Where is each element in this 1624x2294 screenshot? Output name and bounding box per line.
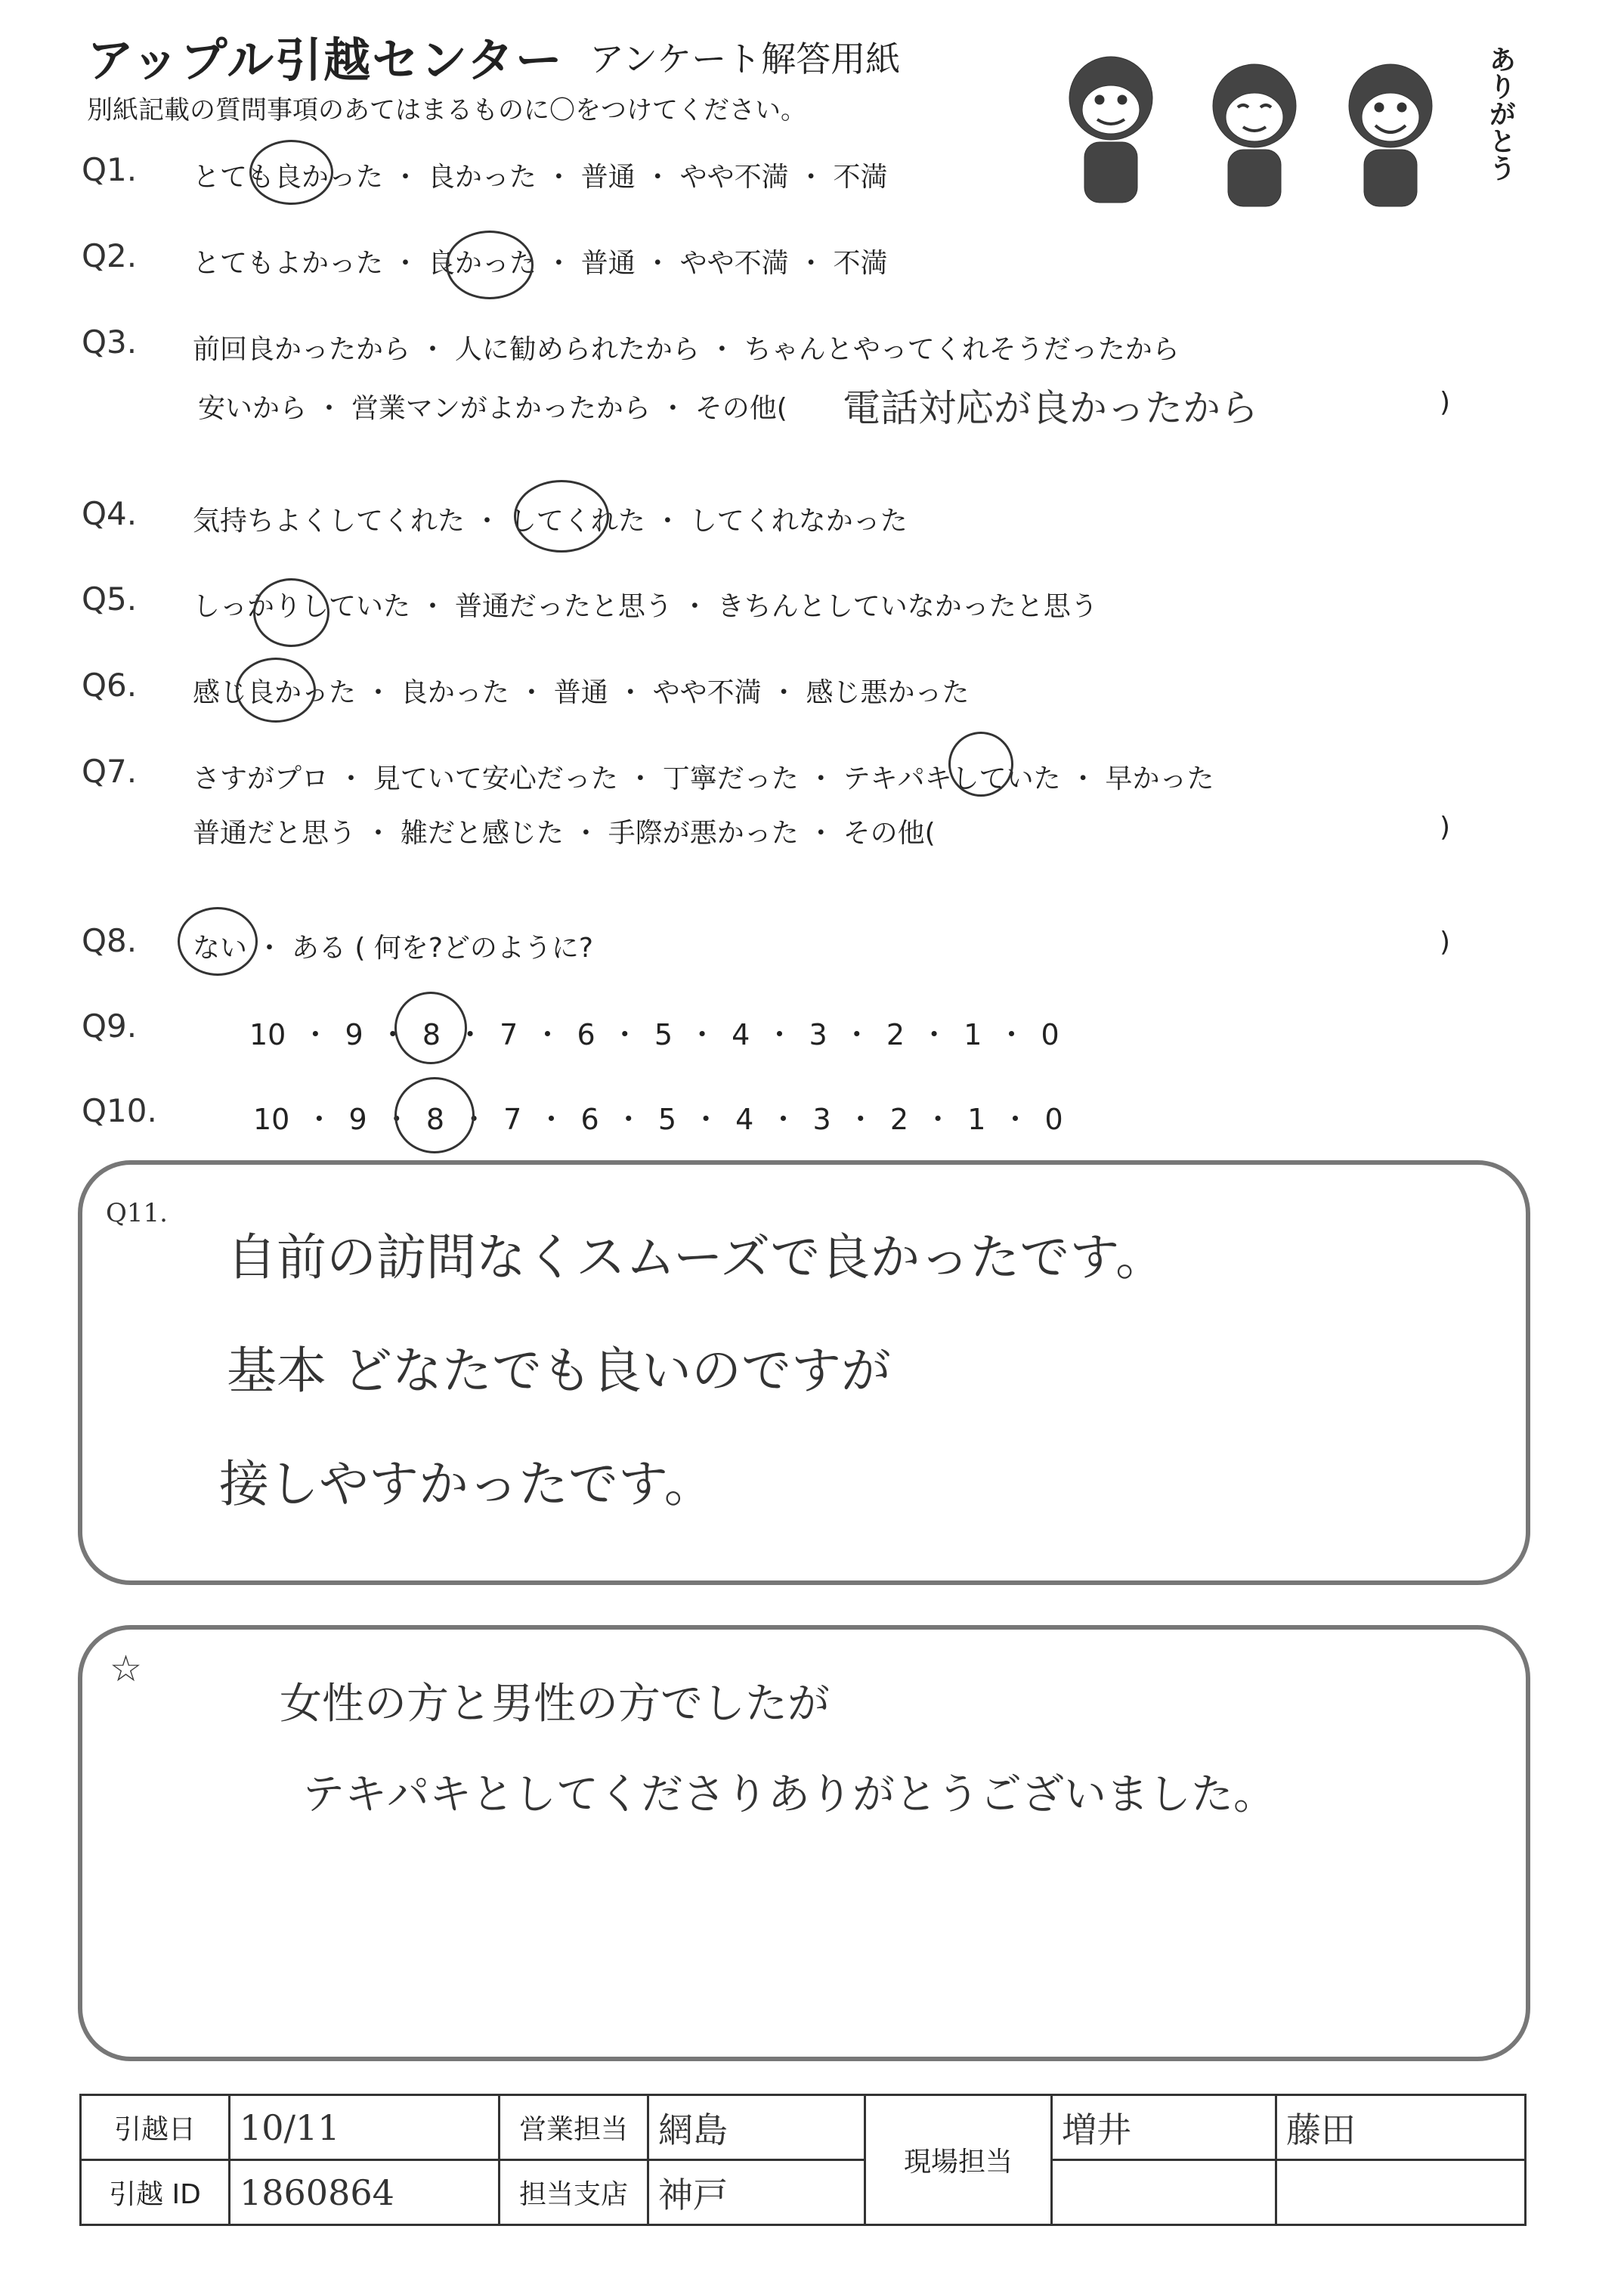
q1-number: Q1. xyxy=(82,151,138,188)
move-id-label: 引越 ID xyxy=(81,2160,230,2225)
q8-number: Q8. xyxy=(82,922,138,959)
q11-handwritten-line1: 自前の訪問なくスムーズで良かったです。 xyxy=(227,1228,1166,1286)
mascot-caption: ありがとう xyxy=(1485,45,1516,181)
q9-number: Q9. xyxy=(82,1008,138,1045)
field-staff-2-value: 藤田 xyxy=(1276,2095,1526,2160)
field-staff-1-value: 増井 xyxy=(1052,2095,1276,2160)
q7-answer-circle xyxy=(948,732,1013,797)
q10-scale: 10 ・ 9 ・ 8 ・ 7 ・ 6 ・ 5 ・ 4 ・ 3 ・ 2 ・ 1 ・ 0 xyxy=(253,1103,1063,1136)
q2-options: とてもよかった ・ 良かった ・ 普通 ・ やや不満 ・ 不満 xyxy=(193,248,888,279)
q2-answer-circle xyxy=(446,231,534,299)
q7-options-line1: さすがプロ ・ 見ていて安心だった ・ 丁寧だった ・ テキパキしていた ・ 早かった xyxy=(193,763,1214,794)
branch-label: 担当支店 xyxy=(500,2160,648,2225)
q11-handwritten-line2: 基本 どなたでも良いのですが xyxy=(227,1342,891,1400)
q11-label: Q11. xyxy=(106,1198,168,1228)
q11-handwritten-line3: 接しやすかったです。 xyxy=(219,1455,714,1513)
star-handwritten-line2: テキパキとしてくださりありがとうございました。 xyxy=(302,1770,1276,1819)
q4-number: Q4. xyxy=(82,495,138,532)
q7-close-paren: ) xyxy=(1440,812,1451,843)
star-handwritten-line1: 女性の方と男性の方でしたが xyxy=(280,1679,830,1729)
q8-answer-circle xyxy=(178,907,258,976)
star-label: ☆ xyxy=(110,1648,143,1690)
q1-answer-circle xyxy=(249,140,333,205)
move-id-value: 1860864 xyxy=(230,2160,500,2225)
q7-options-line2: 普通だと思う ・ 雑だと感じた ・ 手際が悪かった ・ その他( xyxy=(193,818,936,849)
branch-value: 神戸 xyxy=(648,2160,865,2225)
q8-options: ない ・ ある ( 何を?どのように? xyxy=(193,933,594,964)
q6-options: 感じ良かった ・ 良かった ・ 普通 ・ やや不満 ・ 感じ悪かった xyxy=(193,677,970,708)
q6-answer-circle xyxy=(236,658,316,723)
field-staff-empty-cell-2 xyxy=(1276,2160,1526,2225)
move-date-label: 引越日 xyxy=(81,2095,230,2160)
q4-answer-circle xyxy=(514,480,609,553)
q3-other-handwritten: 電話対応が良かったから xyxy=(843,386,1258,430)
instruction-text: 別紙記載の質問事項のあてはまるものに〇をつけてください。 xyxy=(87,95,806,125)
q10-number: Q10. xyxy=(82,1092,157,1129)
sales-rep-label: 営業担当 xyxy=(500,2095,648,2160)
q3-number: Q3. xyxy=(82,324,138,361)
field-staff-label: 現場担当 xyxy=(865,2095,1052,2225)
move-date-value: 10/11 xyxy=(230,2095,500,2160)
q2-number: Q2. xyxy=(82,237,138,274)
q8-close-paren: ) xyxy=(1440,927,1451,958)
brand-logo-text: アップル引越センター xyxy=(87,33,564,88)
q7-number: Q7. xyxy=(82,753,138,790)
q9-scale: 10 ・ 9 ・ 8 ・ 7 ・ 6 ・ 5 ・ 4 ・ 3 ・ 2 ・ 1 ・ 0 xyxy=(249,1018,1059,1051)
q10-answer-circle xyxy=(394,1077,475,1153)
q3-options-line2: 安いから ・ 営業マンがよかったから ・ その他( xyxy=(198,393,787,424)
q5-answer-circle xyxy=(253,578,329,647)
q1-options: とても良かった ・ 良かった ・ 普通 ・ やや不満 ・ 不満 xyxy=(193,162,888,193)
q6-number: Q6. xyxy=(82,667,138,704)
q3-options-line1: 前回良かったから ・ 人に勧められたから ・ ちゃんとやってくれそうだったから xyxy=(193,334,1180,365)
monkey-mascots-illustration xyxy=(1013,30,1496,219)
q5-number: Q5. xyxy=(82,580,138,618)
q4-options: 気持ちよくしてくれた ・ してくれた ・ してくれなかった xyxy=(193,506,908,537)
q3-close-paren: ) xyxy=(1440,387,1451,418)
q5-options: しっかりしていた ・ 普通だったと思う ・ きちんとしていなかったと思う xyxy=(193,591,1098,622)
sales-rep-value: 網島 xyxy=(648,2095,865,2160)
q9-answer-circle xyxy=(394,992,467,1064)
field-staff-empty-cell-1 xyxy=(1052,2160,1276,2225)
form-title: アンケート解答用紙 xyxy=(589,39,901,79)
move-info-table xyxy=(79,2094,1527,2226)
